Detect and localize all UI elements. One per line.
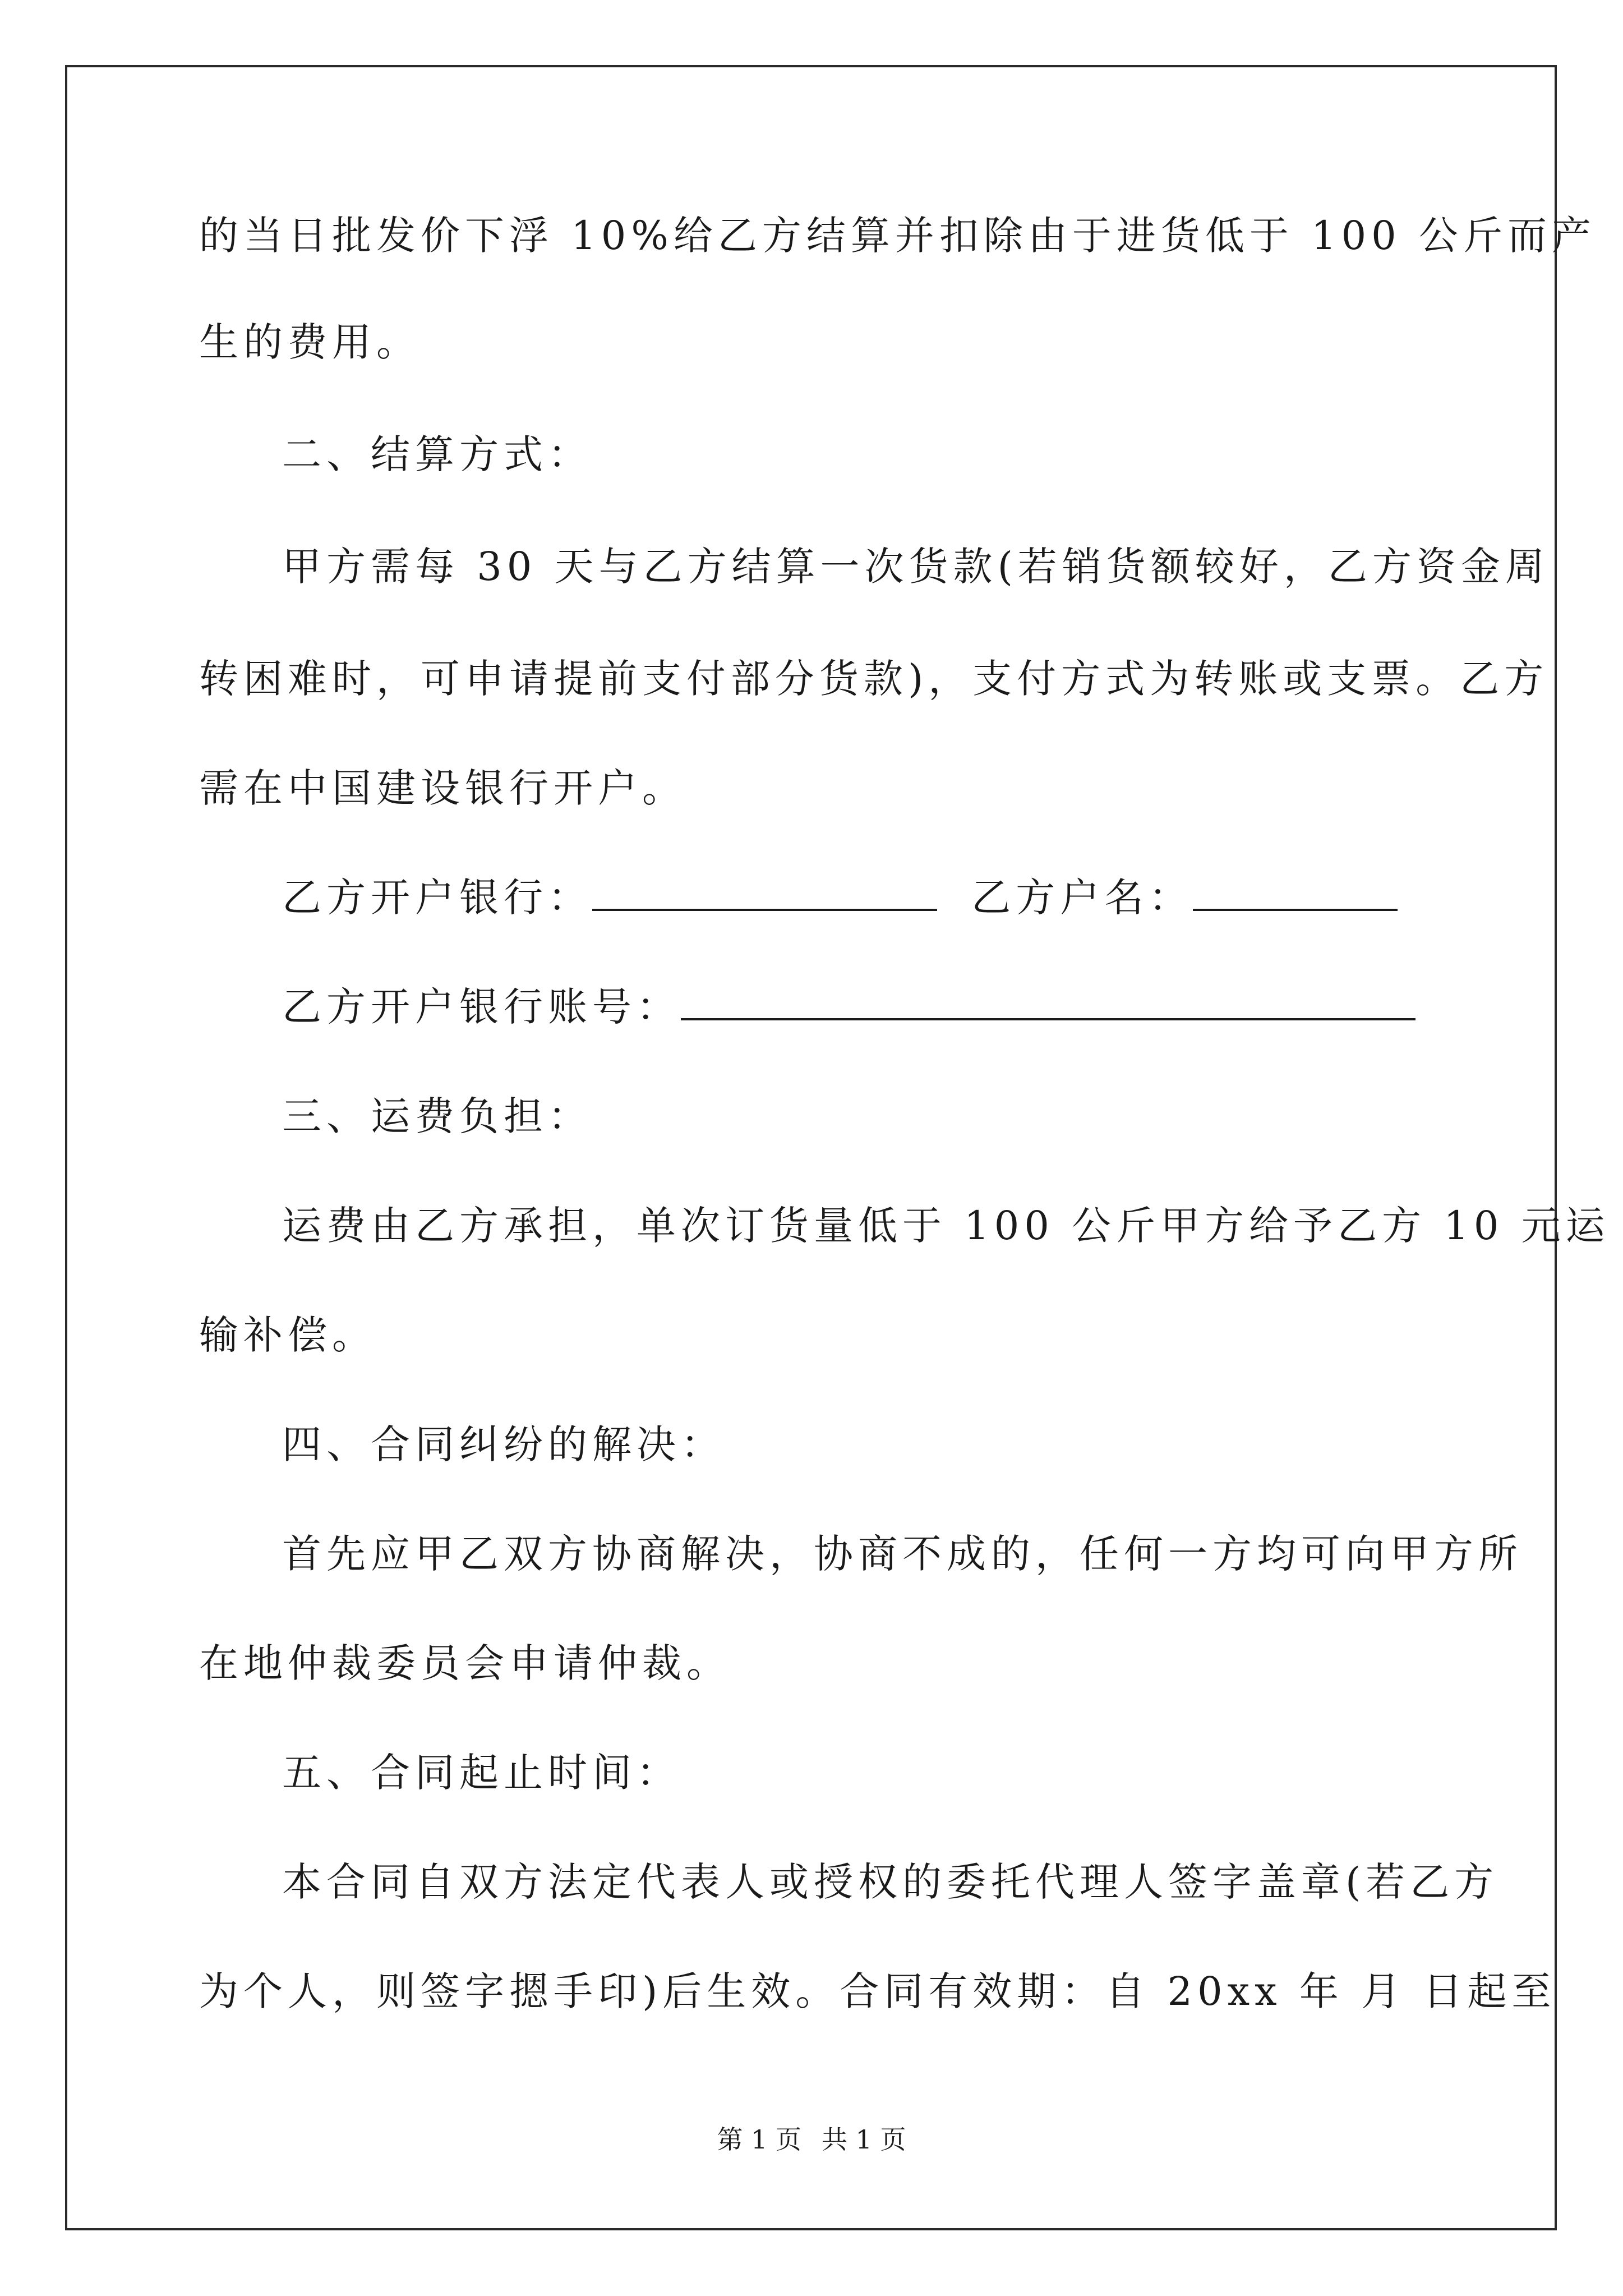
paragraph-line: 生的费用。 <box>199 319 421 365</box>
account-name-blank <box>1193 874 1398 911</box>
paragraph-line: 运费由乙方承担，单次订货量低于 100 公斤甲方给予乙方 10 元运 <box>282 1203 1610 1249</box>
section-heading-dispute: 四、合同纠纷的解决： <box>282 1421 725 1467</box>
paragraph-line: 甲方需每 30 天与乙方结算一次货款(若销货额较好，乙方资金周 <box>282 544 1550 590</box>
paragraph-line: 需在中国建设银行开户。 <box>199 765 686 811</box>
page-footer <box>0 2119 1623 2156</box>
page-number: 第 1 页 <box>717 2124 801 2155</box>
section-heading-term: 五、合同起止时间： <box>282 1750 681 1796</box>
paragraph-line: 本合同自双方法定代表人或授权的委托代理人签字盖章(若乙方 <box>282 1859 1499 1905</box>
account-number-row <box>282 979 1415 1035</box>
account-name-label: 乙方户名： <box>971 875 1193 921</box>
account-number-blank <box>681 983 1415 1020</box>
account-number-label: 乙方开户银行账号： <box>282 984 681 1030</box>
paragraph-line: 为个人，则签字摁手印)后生效。合同有效期：自 20xx 年 月 日起至 <box>199 1968 1556 2014</box>
bank-info-row <box>282 869 1398 926</box>
paragraph-line: 的当日批发价下浮 10%给乙方结算并扣除由于进货低于 100 公斤而产 <box>199 213 1596 259</box>
page-total: 共 1 页 <box>822 2124 906 2155</box>
section-heading-freight: 三、运费负担： <box>282 1093 592 1139</box>
bank-field-label: 乙方开户银行： <box>282 875 592 921</box>
paragraph-line: 首先应甲乙双方协商解决，协商不成的，任何一方均可向甲方所 <box>282 1531 1523 1577</box>
section-heading-settlement: 二、结算方式： <box>282 431 592 477</box>
bank-name-blank <box>592 874 937 911</box>
paragraph-line: 转困难时，可申请提前支付部分货款)，支付方式为转账或支票。乙方 <box>199 656 1549 702</box>
paragraph-line: 输补偿。 <box>199 1312 376 1358</box>
paragraph-line: 在地仲裁委员会申请仲裁。 <box>199 1640 731 1686</box>
